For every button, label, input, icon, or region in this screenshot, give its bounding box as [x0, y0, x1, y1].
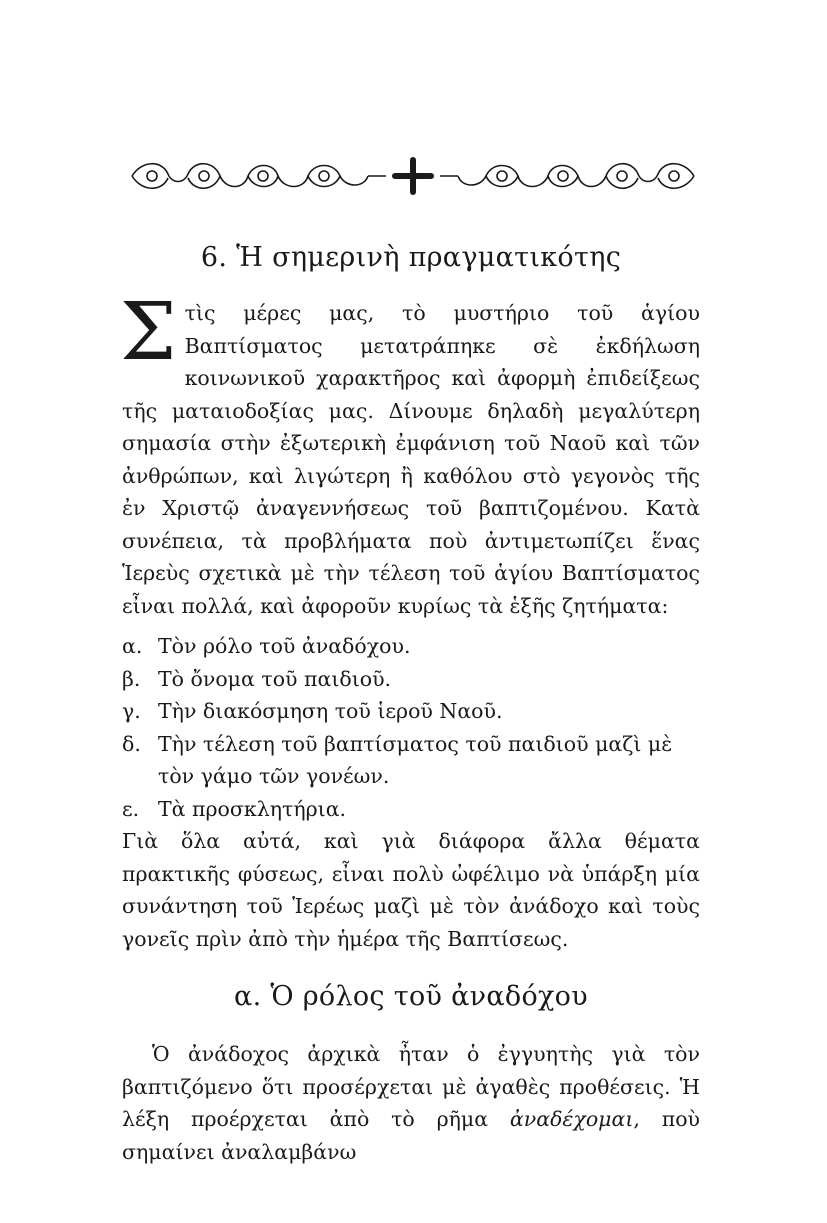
subsection-title: α. Ὁ ρόλος τοῦ ἀναδόχου: [234, 981, 588, 1013]
list-marker: β.: [122, 666, 141, 691]
intro-paragraph: [120, 285, 700, 622]
list-marker: γ.: [122, 699, 141, 724]
list-item: [122, 695, 700, 728]
list-text: Τὴν τέλεση τοῦ βαπτίσματος τοῦ παιδιοῦ μαζὶ μὲ τὸν γάμο τῶν γονέων.: [158, 731, 673, 789]
subsection-text-italic: ἀναδέχομαι: [509, 1107, 634, 1132]
ornamental-divider-icon: [128, 154, 698, 198]
list-item: [122, 793, 700, 826]
list-item: [122, 630, 700, 663]
section-title: 6. Ἡ σημερινὴ πραγματικότης: [200, 242, 622, 273]
list-text: Τὰ προσκλητήρια.: [158, 796, 347, 821]
list-marker: ε.: [122, 796, 140, 821]
list-text: Τὸν ρόλο τοῦ ἀναδόχου.: [158, 634, 411, 659]
subsection-paragraph: [122, 1038, 700, 1168]
closing-paragraph: Γιὰ ὅλα αὐτά, καὶ γιὰ διάφορα ἄλλα θέματα πρακτικῆς φύσεως, εἶναι πολὺ ὠφέλιμο νὰ ὑπάρξη μία συνάντηση τοῦ Ἱερέως μαζὶ μὲ τὸν ἀνάδοχο καὶ τοὺς γονεῖς πρὶν ἀπὸ τὴν ἡμέρα τῆς Βαπτίσεως.: [122, 829, 700, 951]
list-item: [122, 663, 700, 696]
page-content: [122, 240, 700, 1168]
intro-text: τὶς μέρες μας, τὸ μυστήριο τοῦ ἁγίου Βαπτίσματος μετατράπηκε σὲ ἐκδήλωση κοινωνικοῦ χαρακτῆρος καὶ ἀφορμὴ ἐπιδείξεως τῆς ματαιοδοξίας μας. Δίνουμε δηλαδὴ μεγαλύτερη σημασία στὴν ἐξωτερικὴ ἐμφάνιση τοῦ Ναοῦ καὶ τῶν ἀνθρώπων, καὶ λιγώτερη ἢ καθόλου στὸ γεγονὸς τῆς ἐν Χριστῷ ἀναγεννήσεως τοῦ βαπτιζομένου. Κατὰ συνέπεια, τὰ προβλήματα ποὺ ἀντιμετωπίζει ἕνας Ἱερεὺς σχετικὰ μὲ τὴν τέλεση τοῦ ἁγίου Βαπτίσματος εἶναι πολλά, καὶ ἀφοροῦν κυρίως τὰ ἑξῆς ζητήματα:: [122, 301, 700, 618]
subsection-text-end: , ποὺ σημαίνει ἀναλαμβάνω: [122, 1107, 701, 1164]
list-text: Τὴν διακόσμηση τοῦ ἱεροῦ Ναοῦ.: [158, 699, 503, 724]
drop-cap: Σ: [120, 285, 177, 379]
subsection-text-start: Ὁ ἀνάδοχος ἀρχικὰ ἦταν ὁ ἐγγυητὴς γιὰ τὸν βαπτιζόμενο ὅτι προσέρχεται μὲ ἀγαθὲς προθέσεις. Ἡ λέξη προέρχεται ἀπὸ τὸ ρῆμα: [122, 1042, 700, 1132]
topics-list: [122, 630, 700, 825]
list-marker: δ.: [122, 731, 141, 756]
list-text: Τὸ ὄνομα τοῦ παιδιοῦ.: [158, 666, 392, 691]
list-marker: α.: [122, 634, 143, 659]
list-item: [122, 728, 700, 793]
